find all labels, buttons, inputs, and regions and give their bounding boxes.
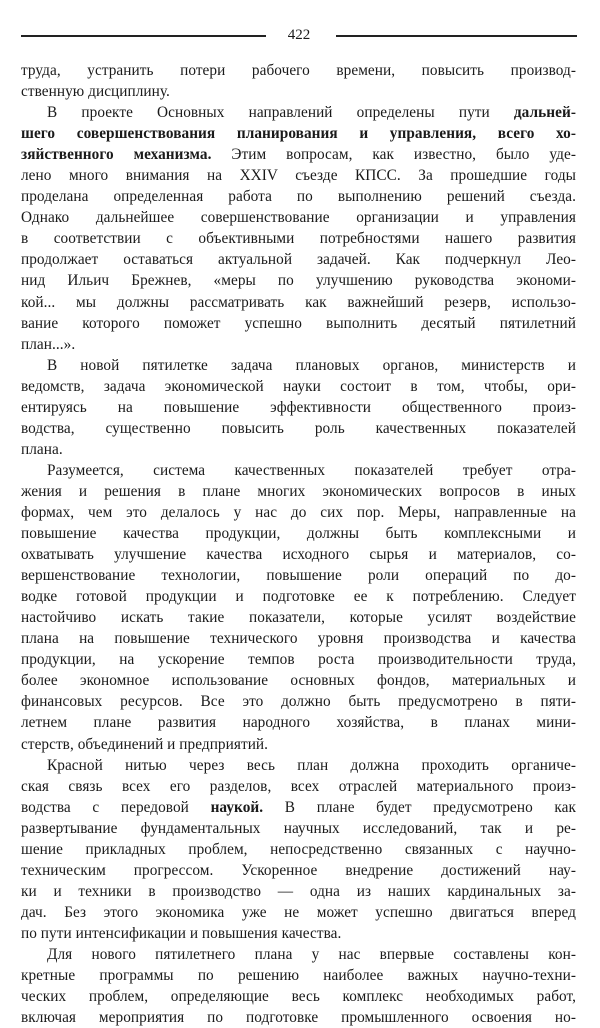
text-line: развертывание фундаментальных научных исследований, так и ре- <box>21 819 576 837</box>
text-line: труда, устранить потери рабочего времени, повысить производ- <box>21 62 576 79</box>
text-line: ентируясь на повышение эффективности общественного произ- <box>21 398 576 416</box>
text-line: Для нового пятилетнего плана у нас впервые составлены кон- <box>47 945 576 963</box>
text-line: продукции, на ускорение темпов роста производительности труда, <box>21 651 576 669</box>
text-line: дач. Без этого экономика уже не может успешно двигаться вперед <box>21 903 576 921</box>
text-line: финансовых ресурсов. Все это должно быть предусмотрено в пяти- <box>21 693 576 711</box>
text-line: более экономное использование основных фондов, материальных и <box>21 672 576 690</box>
text-line <box>21 123 576 144</box>
text-line: охватывать улучшение качества исходного сырья и материалов, со- <box>21 546 576 564</box>
paragraph <box>21 944 576 1028</box>
text-line: по пути интенсификации и повышения качества. <box>21 924 342 942</box>
text-line: ская связь всех его разделов, всех отраслей материального произ- <box>21 777 576 795</box>
text-line: Однако дальнейшее совершенствование организации и управления <box>21 209 576 227</box>
text-line: вершенствование технологии, повышение роли операций по до- <box>21 567 576 585</box>
text-line <box>21 144 576 165</box>
text-line: повышение качества продукции, должны быть комплексными и <box>21 525 576 543</box>
text-line: ственную дисциплину. <box>21 83 170 101</box>
text-line: включая мероприятия по подготовке промышленного освоения но- <box>21 1009 576 1027</box>
text-line: шение прикладных проблем, непосредственно связанных с научно- <box>21 840 576 858</box>
text-line: вание которого поможет успешно выполнить десятый пятилетний <box>21 314 576 332</box>
text-line: В новой пятилетке задача плановых органов, министерств и <box>47 356 576 374</box>
text-line: водства, существенно повысить роль качественных показателей <box>21 419 576 437</box>
paragraph <box>21 460 576 755</box>
bold-text: наукой. <box>210 798 264 816</box>
text-line: Разумеется, система качественных показателей требует отра- <box>47 461 576 479</box>
paragraph <box>21 60 576 102</box>
header-rule-right <box>336 35 577 37</box>
text-line <box>21 797 576 818</box>
text-line: Красной нитью через весь план должна проходить органиче- <box>47 756 576 774</box>
bold-text: дальней- <box>513 104 576 122</box>
paragraph <box>21 355 576 460</box>
text-line: кретные программы по решению наиболее важных научно-техни- <box>21 967 576 985</box>
text-line: кой... мы должны рассматривать как важнейший резерв, использо- <box>21 293 576 311</box>
text-line: лено много внимания на XXIV съезде КПСС. За прошедшие годы <box>21 167 576 185</box>
text-line: плана. <box>21 440 63 458</box>
text-line: водке готовой продукции и подготовке ее к потреблению. Следует <box>21 588 576 606</box>
bold-text: зяйственного механизма. <box>21 146 212 164</box>
text-line: формах, чем это делалось у нас до сих пор. Меры, направленные на <box>21 503 576 521</box>
text-line: продолжает оставаться актуальной задачей. Как подчеркнул Лео- <box>21 251 576 269</box>
text-line: техническим прогрессом. Ускоренное внедрение достижений нау- <box>21 861 576 879</box>
text-span: водства с передовой <box>21 798 211 816</box>
text-line: нид Ильич Брежнев, «меры по улучшению руководства экономи- <box>21 272 576 290</box>
body-text <box>21 60 576 1028</box>
text-line <box>21 102 576 123</box>
text-line: настойчиво искать такие показатели, которые усилят воздействие <box>21 609 576 627</box>
text-line: в соответствии с объективными потребностями нашего развития <box>21 230 576 248</box>
bold-text: шего совершенствования планирования и управления, всего хо- <box>21 125 576 143</box>
page-header <box>21 24 577 46</box>
text-line: стерств, объединений и предприятий. <box>21 735 269 753</box>
text-line: ки и техники в производство — одна из наших кардинальных за- <box>21 882 576 900</box>
paragraph <box>21 755 576 944</box>
text-line: ческих проблем, определяющие весь комплекс необходимых работ, <box>21 988 576 1006</box>
text-line: жения и решения в плане многих экономических вопросов в иных <box>21 482 576 500</box>
text-span: Этим вопросам, как известно, было уде- <box>211 146 576 164</box>
text-span: В плане будет предусмотрено как <box>263 798 576 816</box>
text-line: летнем плане развития народного хозяйства, в планах мини- <box>21 714 576 732</box>
text-span: В проекте Основных направлений определены пути <box>47 104 514 122</box>
text-line: проделана определенная работа по выполнению решений съезда. <box>21 188 576 206</box>
text-line: плана на повышение технического уровня производства и качества <box>21 630 576 648</box>
page-number: 422 <box>287 27 311 43</box>
text-line: ведомств, задача экономической науки состоит в том, чтобы, ори- <box>21 377 576 395</box>
text-line: план...». <box>21 335 76 353</box>
paragraph <box>21 102 576 355</box>
